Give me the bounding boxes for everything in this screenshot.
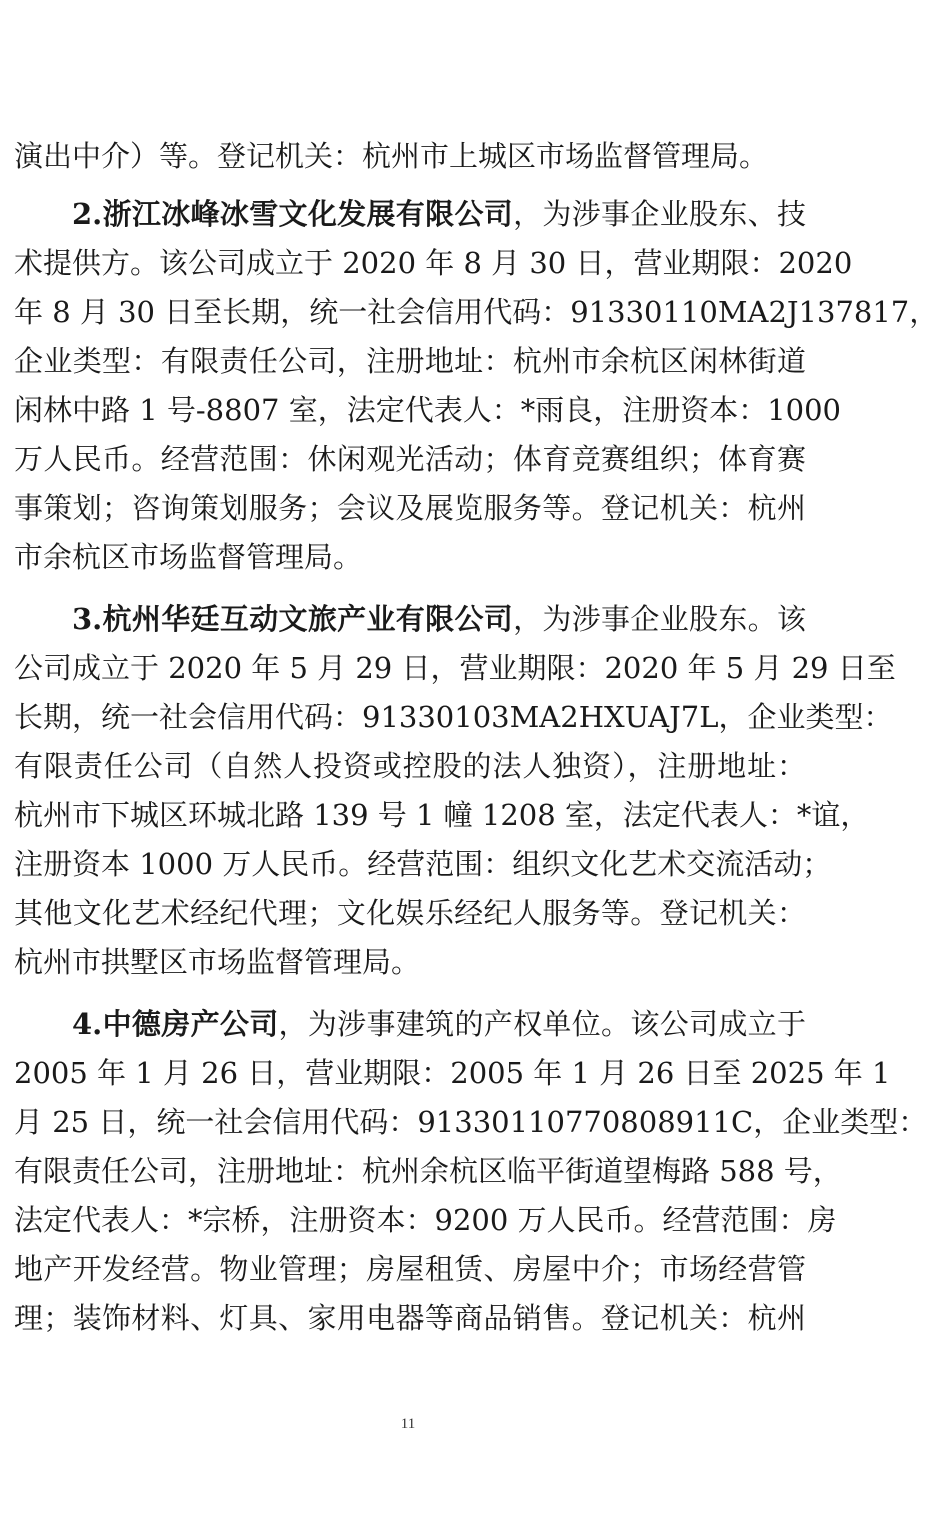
section-4-line: 理；装饰材料、灯具、家用电器等商品销售。登记机关：杭州 <box>14 1301 806 1335</box>
section-3-line: 杭州市拱墅区市场监督管理局。 <box>14 945 421 979</box>
section-3-line: 其他文化艺术经纪代理；文化娱乐经纪人服务等。登记机关： <box>14 896 806 930</box>
section-3-text: ，为涉事企业股东。该 <box>513 602 806 636</box>
section-3-line: 长期，统一社会信用代码：91330103MA2HXUAJ7L，企业类型： <box>14 700 893 734</box>
section-2-line: 万人民币。经营范围：休闲观光活动；体育竞赛组织；体育赛 <box>14 442 806 476</box>
section-2-first-line <box>72 194 806 234</box>
section-4-line: 月 25 日，统一社会信用代码：91330110770808911C，企业类型： <box>14 1105 928 1139</box>
section-2-text: ，为涉事企业股东、技 <box>513 197 806 231</box>
section-4-number: 4. <box>72 1007 103 1041</box>
page-number: 11 <box>400 1416 416 1432</box>
section-2-line: 市余杭区市场监督管理局。 <box>14 540 363 574</box>
intro-paragraph-line: 演出中介）等。登记机关：杭州市上城区市场监督管理局。 <box>14 139 769 173</box>
section-3-company-name: 杭州华廷互动文旅产业有限公司 <box>102 602 514 636</box>
section-3-line: 有限责任公司（自然人投资或控股的法人独资），注册地址： <box>14 749 806 783</box>
section-2-line: 闲林中路 1 号-8807 室，法定代表人：*雨良，注册资本：1000 <box>14 393 842 427</box>
section-3-first-line <box>72 599 806 639</box>
section-3-line: 公司成立于 2020 年 5 月 29 日，营业期限：2020 年 5 月 29 日至 <box>14 651 896 685</box>
section-3-number: 3. <box>72 602 103 636</box>
section-3-line: 注册资本 1000 万人民币。经营范围：组织文化艺术交流活动； <box>14 847 832 881</box>
section-2-number: 2. <box>72 197 103 231</box>
section-4-first-line <box>72 1004 806 1044</box>
section-2-line: 术提供方。该公司成立于 2020 年 8 月 30 日，营业期限：2020 <box>14 246 853 280</box>
section-4-line: 有限责任公司，注册地址：杭州余杭区临平街道望梅路 588 号， <box>14 1154 842 1188</box>
section-2-line: 年 8 月 30 日至长期，统一社会信用代码：91330110MA2J137817， <box>14 295 938 329</box>
section-4-line: 2005 年 1 月 26 日，营业期限：2005 年 1 月 26 日至 2025 年 1 <box>14 1056 891 1090</box>
section-4-line: 法定代表人：*宗桥，注册资本：9200 万人民币。经营范围：房 <box>14 1203 837 1237</box>
section-2-line: 事策划；咨询策划服务；会议及展览服务等。登记机关：杭州 <box>14 491 806 525</box>
section-4-line: 地产开发经营。物业管理；房屋租赁、房屋中介；市场经营管 <box>14 1252 806 1286</box>
section-3-line: 杭州市下城区环城北路 139 号 1 幢 1208 室，法定代表人：*谊， <box>14 798 870 832</box>
section-2-company-name: 浙江冰峰冰雪文化发展有限公司 <box>102 197 514 231</box>
section-2-line: 企业类型：有限责任公司，注册地址：杭州市余杭区闲林街道 <box>14 344 806 378</box>
section-4-company-name: 中德房产公司 <box>102 1007 279 1041</box>
section-4-text: ，为涉事建筑的产权单位。该公司成立于 <box>278 1007 806 1041</box>
